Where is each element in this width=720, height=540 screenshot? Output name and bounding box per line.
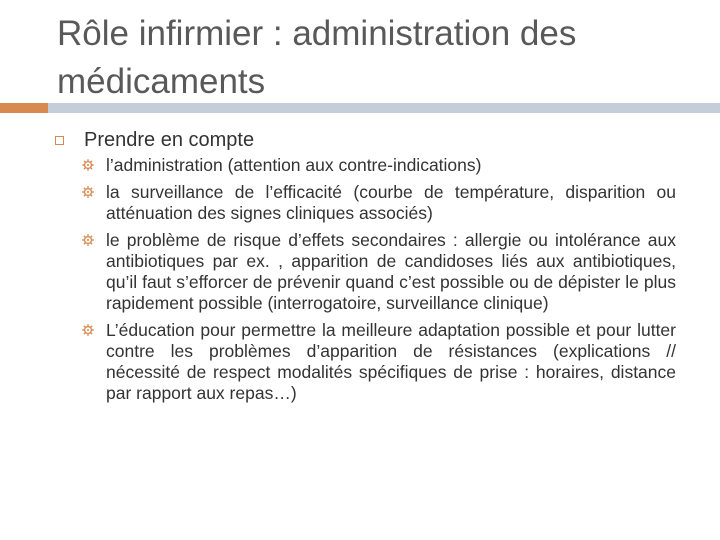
list-item-text: le problème de risque d’effets secondaires : allergie ou intolérance aux antibiotiques par ex. , apparition de candidoses liés aux antibiotiques, qu’il faut s’efforcer de prévenir quand c’est possible ou de dépister le plus rapidement possible (interrogatoire, surveillance clinique) (106, 230, 676, 313)
list-item-text: L’éducation pour permettre la meilleure adaptation possible et pour lutter contre les problèmes d’apparition de résistances (explications // nécessité de respect modalités spécifiques de prise : horaires, distance par rapport aux repas…) (106, 320, 676, 403)
title-rule (48, 103, 720, 113)
list-item-text: la surveillance de l’efficacité (courbe de température, disparition ou atténuation des signes cliniques associés) (106, 182, 676, 223)
gear-icon (82, 186, 94, 198)
sub-bullet-list (82, 155, 682, 404)
gear-icon (82, 324, 94, 336)
level1-item (52, 127, 682, 153)
slide-body (52, 127, 682, 410)
hollow-square-icon (55, 136, 64, 145)
list-item-text: l’administration (attention aux contre-indications) (106, 155, 482, 175)
list-item (82, 230, 682, 314)
slide-title: Rôle infirmier : administration des médicaments (57, 14, 577, 101)
list-item (82, 155, 682, 176)
title-rule-accent (0, 103, 48, 113)
list-item (82, 320, 682, 404)
list-item (82, 182, 682, 224)
gear-icon (82, 159, 94, 171)
gear-icon (82, 234, 94, 246)
level1-label: Prendre en compte (84, 129, 255, 151)
